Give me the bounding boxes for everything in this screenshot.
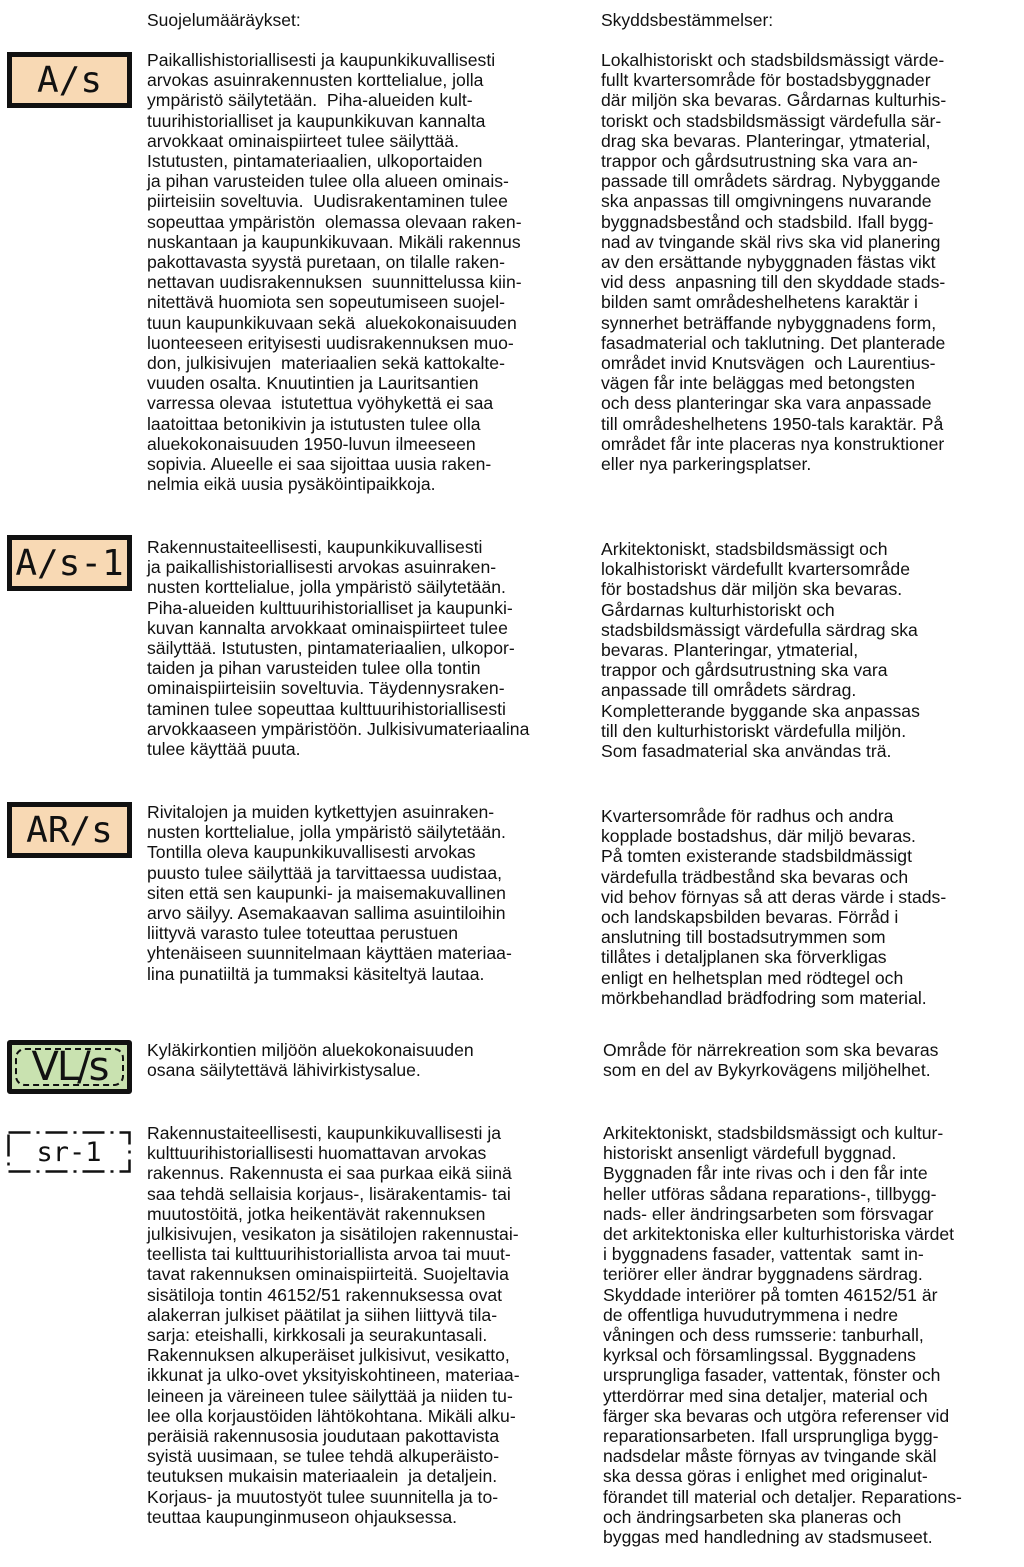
regulation-text-swedish: Arkitektoniskt, stadsbildsmässigt och kultur- historiskt ansenligt värdefull byggnad. Byggnaden får inte rivas och i den får inte heller utföras sådana reparations-, tillbygg- nads- eller ändringsarbeten som försvagar det arkitektoniska eller kulturhistoriska värdet i byggnadens fasader, vattentak samt in- teriörer eller ändrar byggnadens särdrag. Skyddade interiörer på tomten 46152/51 är de offentliga huvudutrymmena i nedre våningen och dess rumsserie: tanburhall, kyrksal och församlingssal. Byggnadens ursprungliga fasader, vattentak, fönster och ytterdörrar med sina detaljer, material och färger ska bevaras och utgöra referenser vid reparationsarbeten. Ifall ursprungliga bygg- nadsdelar måste förnyas av tvingande skäl ska dessa göras i enlighet med originalut- förandet till material och detaljer. Reparations- och ändringsarbeten ska planeras och byggas med handledning av stadsmuseet. xyxy=(603,1123,962,1548)
regulation-text-finnish: Rakennustaiteellisesti, kaupunkikuvallisesti ja kulttuurihistoriallisesti huomattavan arvokas rakennus. Rakennusta ei saa purkaa eikä siinä saa tehdä sellaisia korjaus-, lisärakentamis- tai muutostöitä, jotka heikentävät rakennuksen julkisivujen, vesikaton ja sisätilojen rakennustai- teellista tai kulttuurihistoriallista arvoa tai muut- tavat rakennuksen ominaispiirteitä. Suojeltavia sisätiloja tontin 46152/51 rakennuksessa ovat alakerran julkiset päätilat ja siihen liittyvä tila- sarja: eteishalli, kirkkosali ja seurakuntasali. Rakennuksen alkuperäiset julkisivut, vesikatto, ikkunat ja ulko-ovet yksityiskohtineen, materiaa- leineen ja väreineen tulee säilyttää ja niiden tu- lee olla korjaustöiden lähtökohtana. Mikäli alku- peräisiä rakennusosia joudutaan pakottavista syistä uusimaan, se tulee tehdä alkuperäisto- teutuksen mukaisin materiaalein ja detaljein. Korjaus- ja muutostyöt tulee suunnitella ja to- teuttaa kaupunginmuseon ohjauksessa. xyxy=(147,1123,520,1527)
swedish-column-header: Skyddsbestämmelser: xyxy=(601,10,774,30)
zone-symbol-label: AR/s xyxy=(26,809,113,851)
regulation-text-finnish: Rivitalojen ja muiden kytkettyjen asuinraken- nusten korttelialue, jolla ympäristö säilytetään. Tontilla oleva kaupunkikuvallisesti arvokas puusto tulee säilyttää ja tarvittaessa uudistaa, siten että sen kaupunki- ja maisemakuvallinen arvo säilyy. Asemakaavan sallima asuintiloihin liittyvä varasto tulee toteuttaa perustuen yhtenäiseen suunnitelmaan käyttäen materiaa- lina punatiiltä ja tummaksi käsiteltyä lautaa. xyxy=(147,802,512,984)
regulation-text-swedish: Kvartersområde för radhus och andra kopplade bostadshus, där miljö bevaras. På tomten existerande stadsbildmässigt värdefulla trädbestånd ska bevaras och vid behov förnyas så att deras värde i stads- och landskapsbilden bevaras. Förråd i anslutning till bostadsutrymmen som tillåtes i detaljplanen ska förverkligas enligt en helhetsplan med rödtegel och mörkbehandlad brädfodring som material. xyxy=(601,806,947,1008)
regulation-text-finnish: Rakennustaiteellisesti, kaupunkikuvallisesti ja paikallishistoriallisesti arvokas asuinraken- nusten korttelialue, jolla ympäristö säilytetään. Piha-alueiden kulttuurihistorialliset ja kaupunki- kuvan kannalta arvokkaat ominaispiirteet tulee säilyttää. Istutusten, pintamateriaalien, ulkopor- taiden ja pihan varusteiden tulee olla tontin ominaispiirteisiin soveltuvia. Täydennysraken- taminen tulee sopeuttaa kulttuurihistoriallisesti arvokkaaseen ympäristöön. Julkisivumateriaalina tulee käyttää puuta. xyxy=(147,537,530,760)
regulation-text-swedish: Arkitektoniskt, stadsbildsmässigt och lokalhistoriskt värdefullt kvartersområde för bostadshus där miljön ska bevaras. Gårdarnas kulturhistoriskt och stadsbildsmässigt värdefulla särdrag ska bevaras. Planteringar, ytmaterial, trappor och gårdsutrustning ska vara anpassade till områdets särdrag. Kompletterande byggande ska anpassas till den kulturhistoriskt värdefulla miljön. Som fasadmaterial ska användas trä. xyxy=(601,539,920,762)
zone-symbol-label: VL/s xyxy=(31,1044,108,1090)
zone-symbol-a-s-1 xyxy=(7,535,132,591)
regulation-text-finnish: Kyläkirkontien miljöön aluekokonaisuuden osana säilytettävä lähivirkistysalue. xyxy=(147,1040,474,1081)
regulation-text-finnish: Paikallishistoriallisesti ja kaupunkikuvallisesti arvokas asuinrakennusten korttelialue, jolla ympäristö säilytetään. Piha-alueiden kult- tuurihistorialliset ja kaupunkikuvan kannalta arvokkaat ominaispiirteet tulee säilyttää. Istutusten, pintamateriaalien, ulkoportaiden ja pihan varusteiden tulee olla alueen ominais- piirteisiin soveltuvia. Uudisrakentaminen tulee sopeuttaa ympäristön olemassa olevaan raken- nuskantaan ja kaupunkikuvaan. Mikäli rakennus pakottavasta syystä puretaan, on tilalle raken- nettavan uudisrakennuksen suunnittelussa kiin- nitettävä huomiota sen sopeutumiseen suojel- tuun kaupunkikuvaan sekä aluekokonaisuuden luonteeseen erityisesti uudisrakennuksen muo- don, julkisivujen materiaalien sekä kattokalte- vuuden osalta. Knuutintien ja Lauritsantien varressa olevaa istutettua vyöhykettä ei saa laatoittaa betonikivin ja istutusten tulee olla aluekokonaisuuden 1950-luvun ilmeeseen sopivia. Alueelle ei saa sijoittaa uusia raken- nelmia eikä uusia pysäköintipaikkoja. xyxy=(147,50,522,495)
zone-symbol-a-s xyxy=(7,52,132,108)
regulation-text-swedish: Lokalhistoriskt och stadsbildsmässigt värde- fullt kvartersområde för bostadsbyggnader där miljön ska bevaras. Gårdarnas kulturhis- toriskt och stadsbildsmässigt värdefulla sär- drag ska bevaras. Planteringar, ytmaterial, trappor och gårdsutrustning ska vara an- passade till områdets särdrag. Nybyggande ska anpassas till omgivningens nuvarande byggnadsbestånd och stadsbild. Ifall bygg- nad av tvingande skäl rivs ska vid planering av den ersättande nybyggnaden fästas vikt vid dess anpasning till den skyddade stads- bilden samt områdeshelhetens karaktär i synnerhet beträffande nybyggnadens form, fasadmaterial och taklutning. Det planterade området invid Knutsvägen och Laurentius- vägen får inte beläggas med betongsten och dess planteringar ska vara anpassade till områdeshelhetens 1950-tals karaktär. På området får inte placeras nya konstruktioner eller nya parkeringsplatser. xyxy=(601,50,947,475)
finnish-column-header: Suojelumääräykset: xyxy=(147,10,301,30)
zone-symbol-label: A/s xyxy=(36,59,103,101)
zone-symbol-vl-s xyxy=(7,1040,132,1094)
building-symbol-label: sr-1 xyxy=(36,1136,102,1168)
zone-symbol-ar-s xyxy=(7,802,132,858)
building-symbol-sr-1 xyxy=(7,1131,131,1173)
regulation-text-swedish: Område för närrekreation som ska bevaras som en del av Bykyrkovägens miljöhelhet. xyxy=(603,1040,939,1081)
zone-symbol-label: A/s-1 xyxy=(15,542,124,584)
